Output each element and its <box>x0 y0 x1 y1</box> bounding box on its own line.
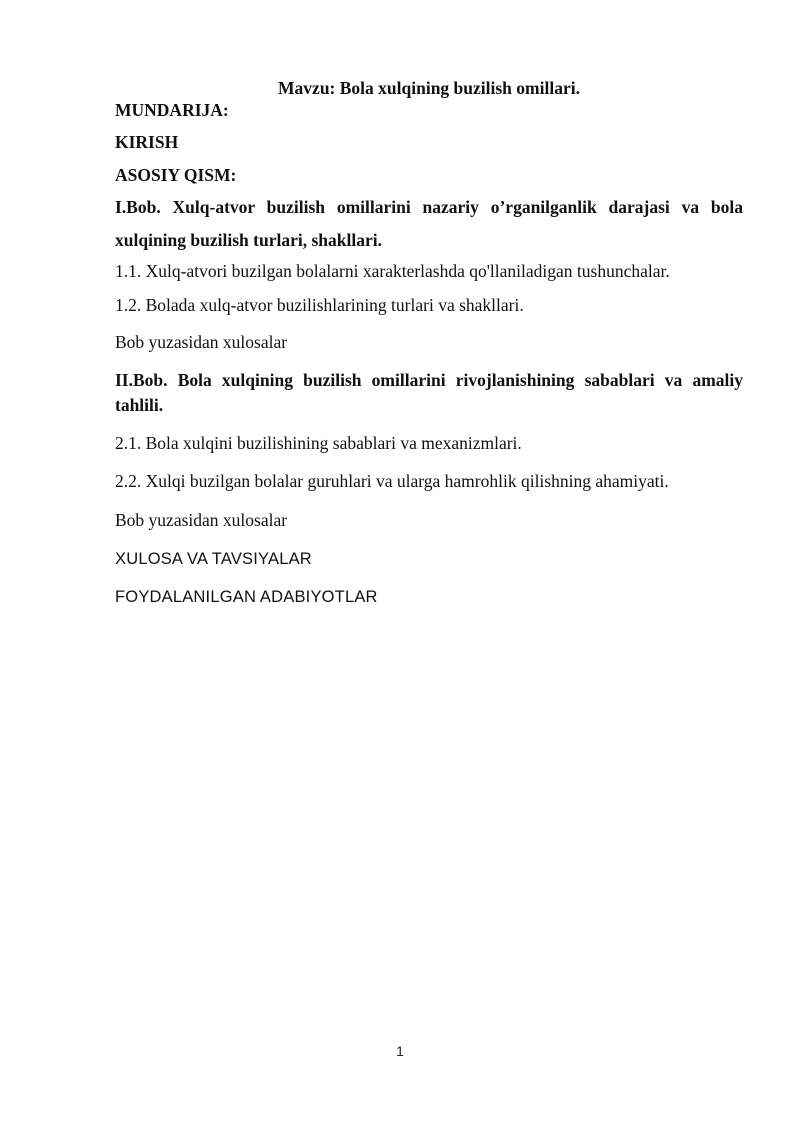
final-conclusions-entry: XULOSA VA TAVSIYALAR <box>115 550 312 568</box>
page-number: 1 <box>396 1043 404 1059</box>
chapter2-section-2: 2.2. Xulqi buzilgan bolalar guruhlari va ularga hamrohlik qilishning ahamiyati. <box>115 471 669 491</box>
chapter2-heading: II.Bob. Bola xulqining buzilish omillarini rivojlanishining sabablari va amaliy tahlili. <box>115 370 743 415</box>
chapter2-section-1: 2.1. Bola xulqini buzilishining sabablari va mexanizmlari. <box>115 433 522 453</box>
chapter1-conclusion: Bob yuzasidan xulosalar <box>115 332 288 352</box>
main-part-entry: ASOSIY QISM: <box>115 165 237 185</box>
toc-heading: MUNDARIJA: <box>115 100 229 120</box>
chapter1-section-2: 1.2. Bolada xulq-atvor buzilishlarining turlari va shakllari. <box>115 295 524 315</box>
chapter1-section-1: 1.1. Xulq-atvori buzilgan bolalarni xarakterlashda qo'llaniladigan tushunchalar. <box>115 261 670 281</box>
chapter2-conclusion: Bob yuzasidan xulosalar <box>115 510 288 530</box>
chapter1-heading: I.Bob. Xulq-atvor buzilish omillarini nazariy o’rganilganlik darajasi va bola xulqining buzilish turlari, shakllari. <box>115 197 743 250</box>
intro-entry: KIRISH <box>115 132 179 152</box>
document-title: Mavzu: Bola xulqining buzilish omillari. <box>278 78 580 98</box>
references-entry: FOYDALANILGAN ADABIYOTLAR <box>115 588 378 606</box>
